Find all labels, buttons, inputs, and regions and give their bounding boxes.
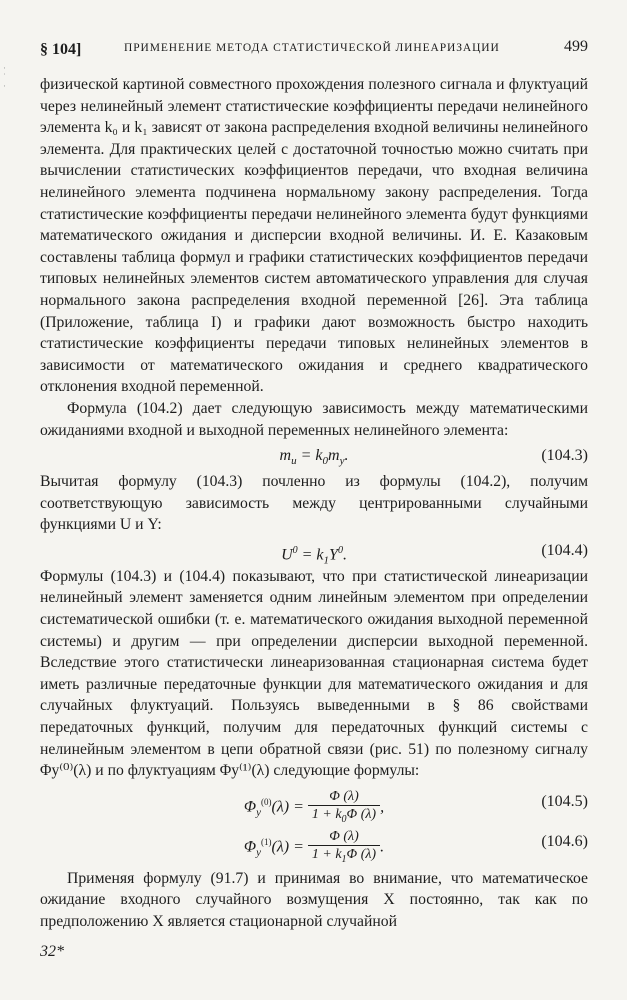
formula-104-3 — [40, 441, 588, 471]
signature-mark: 32* — [40, 943, 64, 960]
scan-margin-marks: · ˙ · — [3, 63, 6, 91]
formula-104-6 — [40, 822, 588, 865]
equation-number: (104.4) — [541, 541, 588, 559]
fraction-numerator: Φ (λ) — [308, 788, 380, 806]
formula-104-4 — [40, 536, 588, 566]
paragraph-3: Вычитая формулу (104.3) почленно из формулы (104.2), получим соответствующую зависимость между центрированными случайными функциями U и Y: — [40, 473, 588, 534]
paragraph-5: Применяя формулу (91.7) и принимая во внимание, что математическое ожидание входного случайного возмущения X постоянно, так как по предположению X является стационарной случайной — [40, 869, 588, 930]
formula-expression: $U^0 = k_1Y^0$. — [281, 544, 347, 567]
paragraph-4: Формулы (104.3) и (104.4) показывают, что при статистической линеаризации нелинейный элемент заменяется одним линейным элементом при определении систематической ошибки (т. е. математического ожидания выходной переменной системы) и другим — при определении дисперсии выходной переменной. Вследствие этого статистически линеаризованная стационарная система будет иметь различные передаточные функции для математического ожидания и для случайных флуктуаций. Пользуясь выведенными в § 86 свойствами передаточных функций, получим для передаточных функций системы с нелинейным элементом в цепи обратной связи (рис. 51) по полезному сигналу Φy⁽⁰⁾(λ) и по флуктуациям Φy⁽¹⁾(λ) следующие формулы: — [40, 567, 588, 780]
header-section: § 104] — [40, 41, 82, 58]
fraction-numerator: Φ (λ) — [308, 828, 380, 846]
page-number: 499 — [564, 38, 588, 55]
paragraph-1: физической картиной совместного прохождения полезного сигнала и флуктуаций через нелинейный элемент статистические коэффициенты передачи нелинейного элемента k₀ и k₁ зависят от закона распределения входной величины нелинейного элемента. Для практических целей с достаточной точностью можно считать при вычислении статистических коэффициентов передачи, что входная величина нелинейного элемента подчинена нормальному закону распределения. Тогда статистические коэффициенты передачи нелинейного элемента будут функциями математического ожидания и дисперсии входной величины. И. Е. Казаковым составлены таблица формул и графики статистических коэффициентов передачи типовых нелинейных элементов систем автоматического управления для случая нормального закона распределения входной переменной [26]. Эта таблица (Приложение, таблица I) и графики дают возможность быстро находить статистические коэффициенты передачи типовых нелинейных элементов в зависимости от математического ожидания и среднего квадратического отклонения входной переменной. — [40, 76, 588, 396]
running-header — [40, 38, 588, 62]
equation-number: (104.5) — [541, 792, 588, 810]
body-text — [40, 74, 588, 933]
formula-104-5 — [40, 782, 588, 825]
formula-expression: $m_u = k_0m_y$. — [279, 447, 349, 468]
formula-expression: $\Phi_y^{(0)}(\lambda)$ = $\frac{\Phi (\lambda)}{1 + k_0\Phi (\lambda)}$ , — [243, 788, 385, 825]
paragraph-2: Формула (104.2) дает следующую зависимость между математическими ожиданиями входной и выходной переменных нелинейного элемента: — [40, 399, 588, 439]
equation-number: (104.6) — [541, 832, 588, 850]
formula-expression: $\Phi_y^{(1)}(\lambda)$ = $\frac{\Phi (\lambda)}{1 + k_1\Phi (\lambda)}$ . — [243, 828, 385, 865]
header-title: ПРИМЕНЕНИЕ МЕТОДА СТАТИСТИЧЕСКОЙ ЛИНЕАРИЗАЦИИ — [124, 42, 500, 54]
equation-number: (104.3) — [541, 447, 588, 465]
